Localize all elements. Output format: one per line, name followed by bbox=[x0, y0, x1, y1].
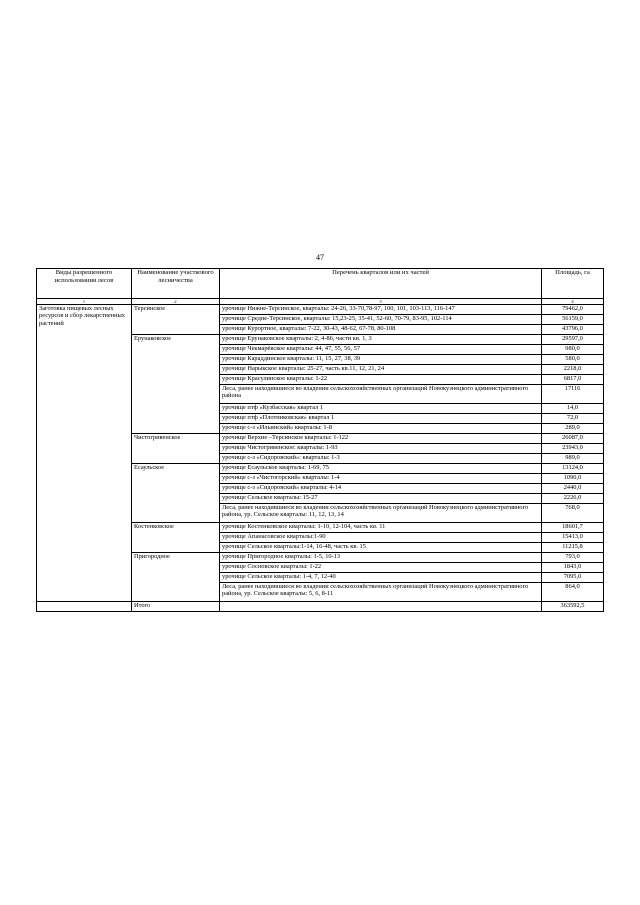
forest-quarters-table bbox=[36, 268, 604, 612]
quarters-cell: урочище Нарыкское кварталы: 25-27, часть кв.11, 12, 21, 24 bbox=[220, 365, 542, 375]
quarters-cell: урочище Чекмарёвское кварталы: 44, 47, 55, 56, 57 bbox=[220, 345, 542, 355]
area-cell: 15413,0 bbox=[542, 533, 604, 543]
quarters-cell: урочище с-з «Чистогорский» кварталы: 1-4 bbox=[220, 474, 542, 484]
total-label: Итого bbox=[132, 602, 220, 612]
quarters-cell: урочище птф «Плотниковская» квартал 1 bbox=[220, 414, 542, 424]
area-cell: 79462,0 bbox=[542, 305, 604, 315]
quarters-cell: Леса, ранее находившиеся во владении сельскохозяйственных организаций Новокузнецкого административного района bbox=[220, 385, 542, 404]
area-cell: 13124,0 bbox=[542, 464, 604, 474]
quarters-cell: урочище Курортное, кварталы: 7-22, 30-43, 48-62, 67-78, 80-108 bbox=[220, 325, 542, 335]
quarters-cell: урочище Красулинское кварталы: 1-22 bbox=[220, 375, 542, 385]
forestry-name-cell: Есаульское bbox=[132, 464, 220, 523]
quarters-cell: урочище Сельское кварталы: 15-27 bbox=[220, 494, 542, 504]
header-area: Площадь, га bbox=[542, 269, 604, 299]
quarters-cell: урочище Сосновское кварталы: 1-22 bbox=[220, 563, 542, 573]
quarters-cell: урочище Сельское кварталы:1-14, 16-48, часть кв. 15 bbox=[220, 543, 542, 553]
col-number: 4 bbox=[542, 299, 604, 305]
header-use-type: Виды разрешенного использования лесов bbox=[37, 269, 132, 299]
col-number: 1 bbox=[37, 299, 132, 305]
quarters-cell: Леса, ранее находившиеся во владении сельскохозяйственных организаций Новокузнецкого административного района, ур. Сельское кварталы: 5, 6, 8-11 bbox=[220, 583, 542, 602]
empty-cell bbox=[37, 602, 132, 612]
area-cell: 56159,0 bbox=[542, 315, 604, 325]
area-cell: 793,0 bbox=[542, 553, 604, 563]
area-cell: 11215,8 bbox=[542, 543, 604, 553]
area-cell: 2226,0 bbox=[542, 494, 604, 504]
forestry-name-cell: Терсинское bbox=[132, 305, 220, 335]
area-cell: 23943,0 bbox=[542, 444, 604, 454]
forestry-name-cell: Пригородное bbox=[132, 553, 220, 602]
area-cell: 989,0 bbox=[542, 454, 604, 464]
area-cell: 29597,0 bbox=[542, 335, 604, 345]
area-cell: 43796,0 bbox=[542, 325, 604, 335]
area-cell: 289,0 bbox=[542, 424, 604, 434]
quarters-cell: урочище с-з «Сидоровский»: кварталы: 1-3 bbox=[220, 454, 542, 464]
total-area: 363592,5 bbox=[542, 602, 604, 612]
use-type-cell: Заготовка пищевых лесных ресурсов и сбор лекарственных растений bbox=[37, 305, 132, 602]
area-cell: 1090,0 bbox=[542, 474, 604, 484]
area-cell: 17116 bbox=[542, 385, 604, 404]
col-number: 3 bbox=[220, 299, 542, 305]
area-cell: 26087,0 bbox=[542, 434, 604, 444]
area-cell: 6817,0 bbox=[542, 375, 604, 385]
quarters-cell: урочище Верхне –Терсинское кварталы: 1-122 bbox=[220, 434, 542, 444]
quarters-cell: урочище Чистогривенское: кварталы: 1-93 bbox=[220, 444, 542, 454]
empty-cell bbox=[220, 602, 542, 612]
quarters-cell: урочище Ерунаковское кварталы: 2, 4-86, части кв. 1, 3 bbox=[220, 335, 542, 345]
quarters-cell: урочище Нижне-Терсинское, кварталы: 24-26, 33-70,78-97, 100, 101, 103-113, 116-147 bbox=[220, 305, 542, 315]
quarters-cell: Леса, ранее находившиеся во владении сельскохозяйственных организаций Новокузнецкого административного района, ур. Сельское кварталы: 11, 12, 13, 14 bbox=[220, 504, 542, 523]
col-number: 2 bbox=[132, 299, 220, 305]
page-number: 47 bbox=[316, 253, 324, 262]
quarters-cell: урочище Есаульское кварталы: 1-69, 75 bbox=[220, 464, 542, 474]
forestry-name-cell: Костенковское bbox=[132, 523, 220, 553]
quarters-cell: урочище Средне-Терсинское, кварталы: 15,23-25, 35-41, 52-60, 70-79, 83-95, 102-114 bbox=[220, 315, 542, 325]
area-cell: 768,0 bbox=[542, 504, 604, 523]
quarters-cell: урочище Апанасовское кварталы:1-90 bbox=[220, 533, 542, 543]
area-cell: 1843,0 bbox=[542, 563, 604, 573]
quarters-cell: урочище Пригородное кварталы: 1-5, 10-13 bbox=[220, 553, 542, 563]
forestry-name-cell: Чистогривенское bbox=[132, 434, 220, 464]
quarters-cell: урочище Костенковское кварталы: 1-10, 12-104, часть кв. 11 bbox=[220, 523, 542, 533]
area-cell: 2218,0 bbox=[542, 365, 604, 375]
quarters-cell: урочище с-з «Ильинский» кварталы: 1-8 bbox=[220, 424, 542, 434]
quarters-cell: урочище птф «Кузбасская» квартал 1 bbox=[220, 404, 542, 414]
area-cell: 580,0 bbox=[542, 355, 604, 365]
area-cell: 18601,7 bbox=[542, 523, 604, 533]
forestry-name-cell: Ерунаковское bbox=[132, 335, 220, 434]
area-cell: 980,0 bbox=[542, 345, 604, 355]
quarters-cell: урочище Караддинское кварталы: 11, 15, 27, 38, 39 bbox=[220, 355, 542, 365]
quarters-cell: урочище Сельское кварталы: 1-4, 7, 12-40 bbox=[220, 573, 542, 583]
area-cell: 864,0 bbox=[542, 583, 604, 602]
header-quarters: Перечень кварталов или их частей bbox=[220, 269, 542, 299]
table-row bbox=[37, 305, 604, 315]
quarters-cell: урочище с-з «Сидоровский» кварталы: 4-14 bbox=[220, 484, 542, 494]
area-cell: 7095,0 bbox=[542, 573, 604, 583]
total-row bbox=[37, 602, 604, 612]
area-cell: 72,0 bbox=[542, 414, 604, 424]
area-cell: 2440,0 bbox=[542, 484, 604, 494]
area-cell: 14,0 bbox=[542, 404, 604, 414]
header-forestry: Наименование участкового лесничества bbox=[132, 269, 220, 299]
